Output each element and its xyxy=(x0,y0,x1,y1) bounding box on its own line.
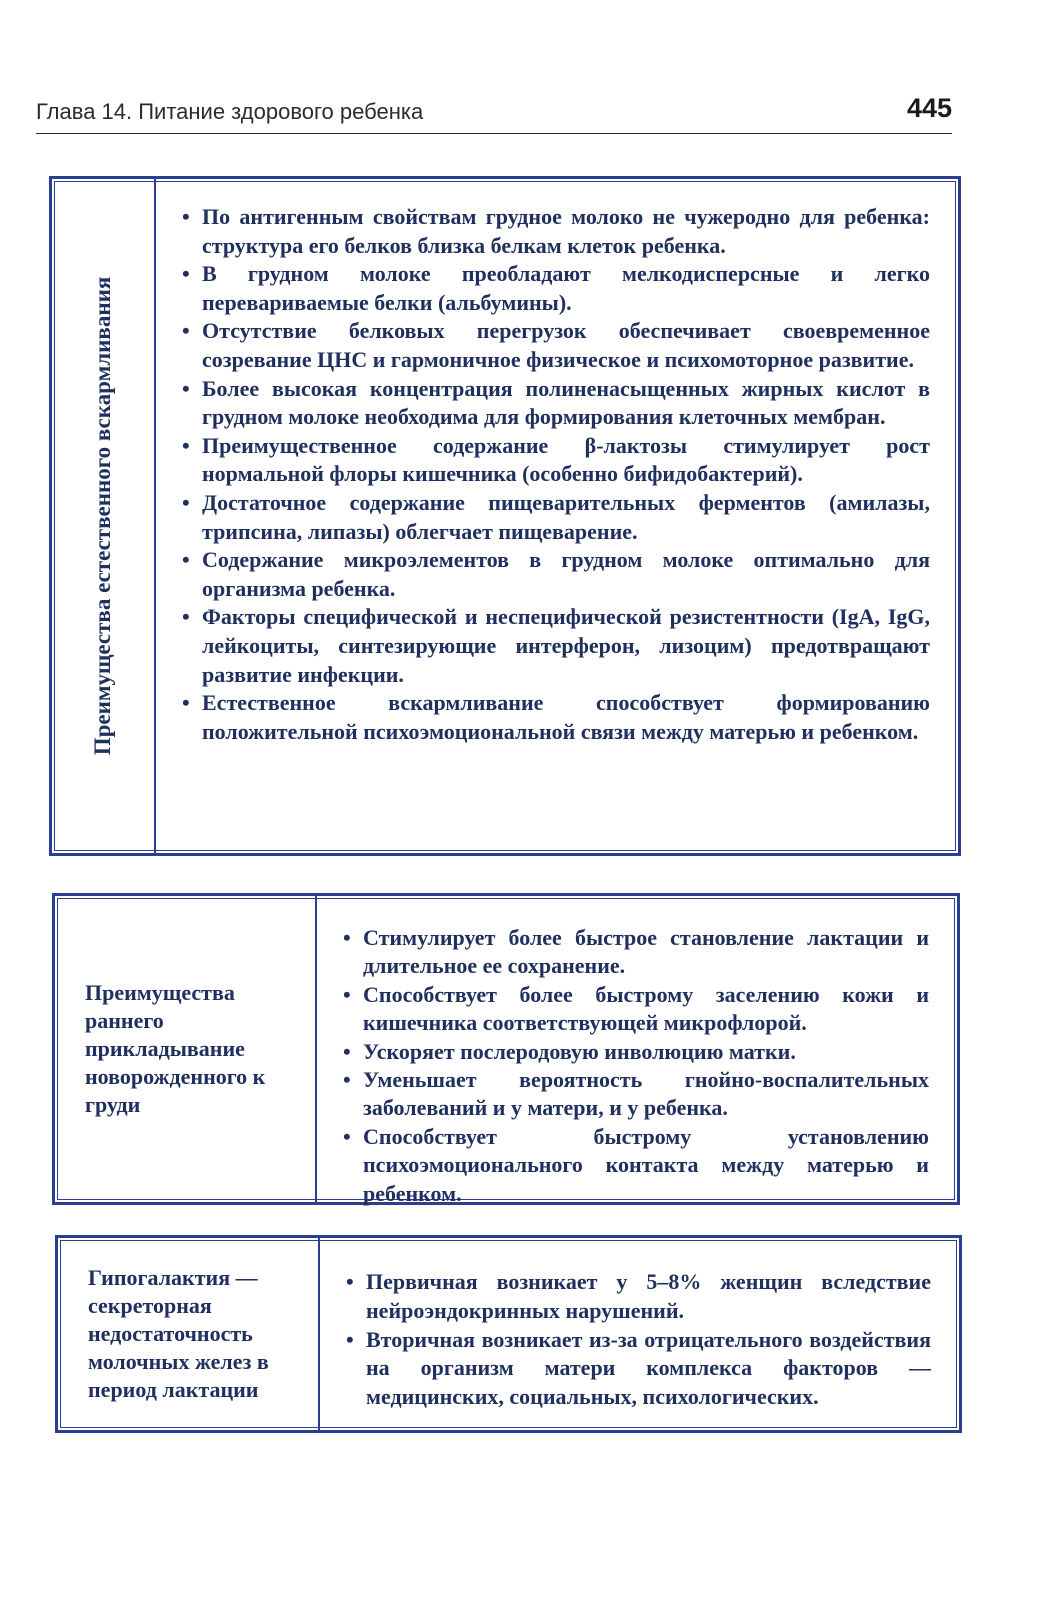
list-item: • Достаточное содержание пищеварительных ферментов (амилазы, трипсина, липазы) облегчает пищеварение. xyxy=(180,489,930,546)
advantages-list-cell xyxy=(156,179,958,853)
list-item: • Естественное вскармливание способствует формированию положительной психоэмоциональной связи между матерью и ребенком. xyxy=(180,689,930,746)
hypogalactia-table xyxy=(55,1235,962,1433)
natural-feeding-advantages-table xyxy=(49,176,961,856)
list-item: • В грудном молоке преобладают мелкодисперсные и легко перевариваемые белки (альбумины). xyxy=(180,260,930,317)
list-cell xyxy=(317,896,957,1206)
early-attachment-list xyxy=(341,924,929,1208)
list-item: • Стимулирует более быстрое становление лактации и длительное ее сохранение. xyxy=(341,924,929,981)
list-item: • Первичная возникает у 5–8% женщин вследствие нейроэндокринных нарушений. xyxy=(344,1268,931,1326)
advantages-list xyxy=(180,203,930,746)
list-item: • Способствует более быстрому заселению кожи и кишечника соответствующей микрофлорой. xyxy=(341,981,929,1038)
list-item: • Факторы специфической и неспецифической резистентности (IgA, IgG, лейкоциты, синтезирующие интерферон, лизоцим) предотвращают развитие инфекции. xyxy=(180,603,930,689)
list-item: • Содержание микроэлементов в грудном молоке оптимально для организма ребенка. xyxy=(180,546,930,603)
early-attachment-advantages-table xyxy=(52,893,960,1205)
list-item: • Уменьшает вероятность гнойно-воспалительных заболеваний и у матери, и у ребенка. xyxy=(341,1066,929,1123)
list-item: • Отсутствие белковых перегрузок обеспечивает своевременное созревание ЦНС и гармоничное физическое и психомоторное развитие. xyxy=(180,317,930,374)
list-item: • Ускоряет послеродовую инволюцию матки. xyxy=(341,1038,929,1066)
hypogalactia-list xyxy=(344,1268,931,1412)
list-item: • По антигенным свойствам грудное молоко не чужеродно для ребенка: структура его белков близка белкам клеток ребенка. xyxy=(180,203,930,260)
list-item: • Более высокая концентрация полиненасыщенных жирных кислот в грудном молоке необходима для формирования клеточных мембран. xyxy=(180,375,930,432)
list-item: • Вторичная возникает из-за отрицательного воздействия на организм матери комплекса факторов — медицинских, социальных, психологических. xyxy=(344,1326,931,1412)
hypogalactia-label: Гипогалактия — секреторная недостаточность молочных желез в период лактации xyxy=(88,1265,269,1402)
early-attachment-label: Преимущества раннего прикладывание новорожденного к груди xyxy=(85,980,266,1117)
label-cell xyxy=(58,1238,320,1430)
list-item: • Преимущественное содержание β-лактозы стимулирует рост нормальной флоры кишечника (особенно бифидобактерий). xyxy=(180,432,930,489)
chapter-title: Глава 14. Питание здорового ребенка xyxy=(36,99,424,124)
list-cell xyxy=(320,1238,959,1430)
label-cell xyxy=(55,896,317,1202)
page-number: 445 xyxy=(906,93,952,123)
vertical-label-cell xyxy=(52,179,156,853)
natural-feeding-label: Преимущества естественного вскармливания xyxy=(90,276,115,756)
page-header xyxy=(36,93,952,134)
list-item: • Способствует быстрому установлению психоэмоционального контакта между матерью и ребенком. xyxy=(341,1123,929,1208)
